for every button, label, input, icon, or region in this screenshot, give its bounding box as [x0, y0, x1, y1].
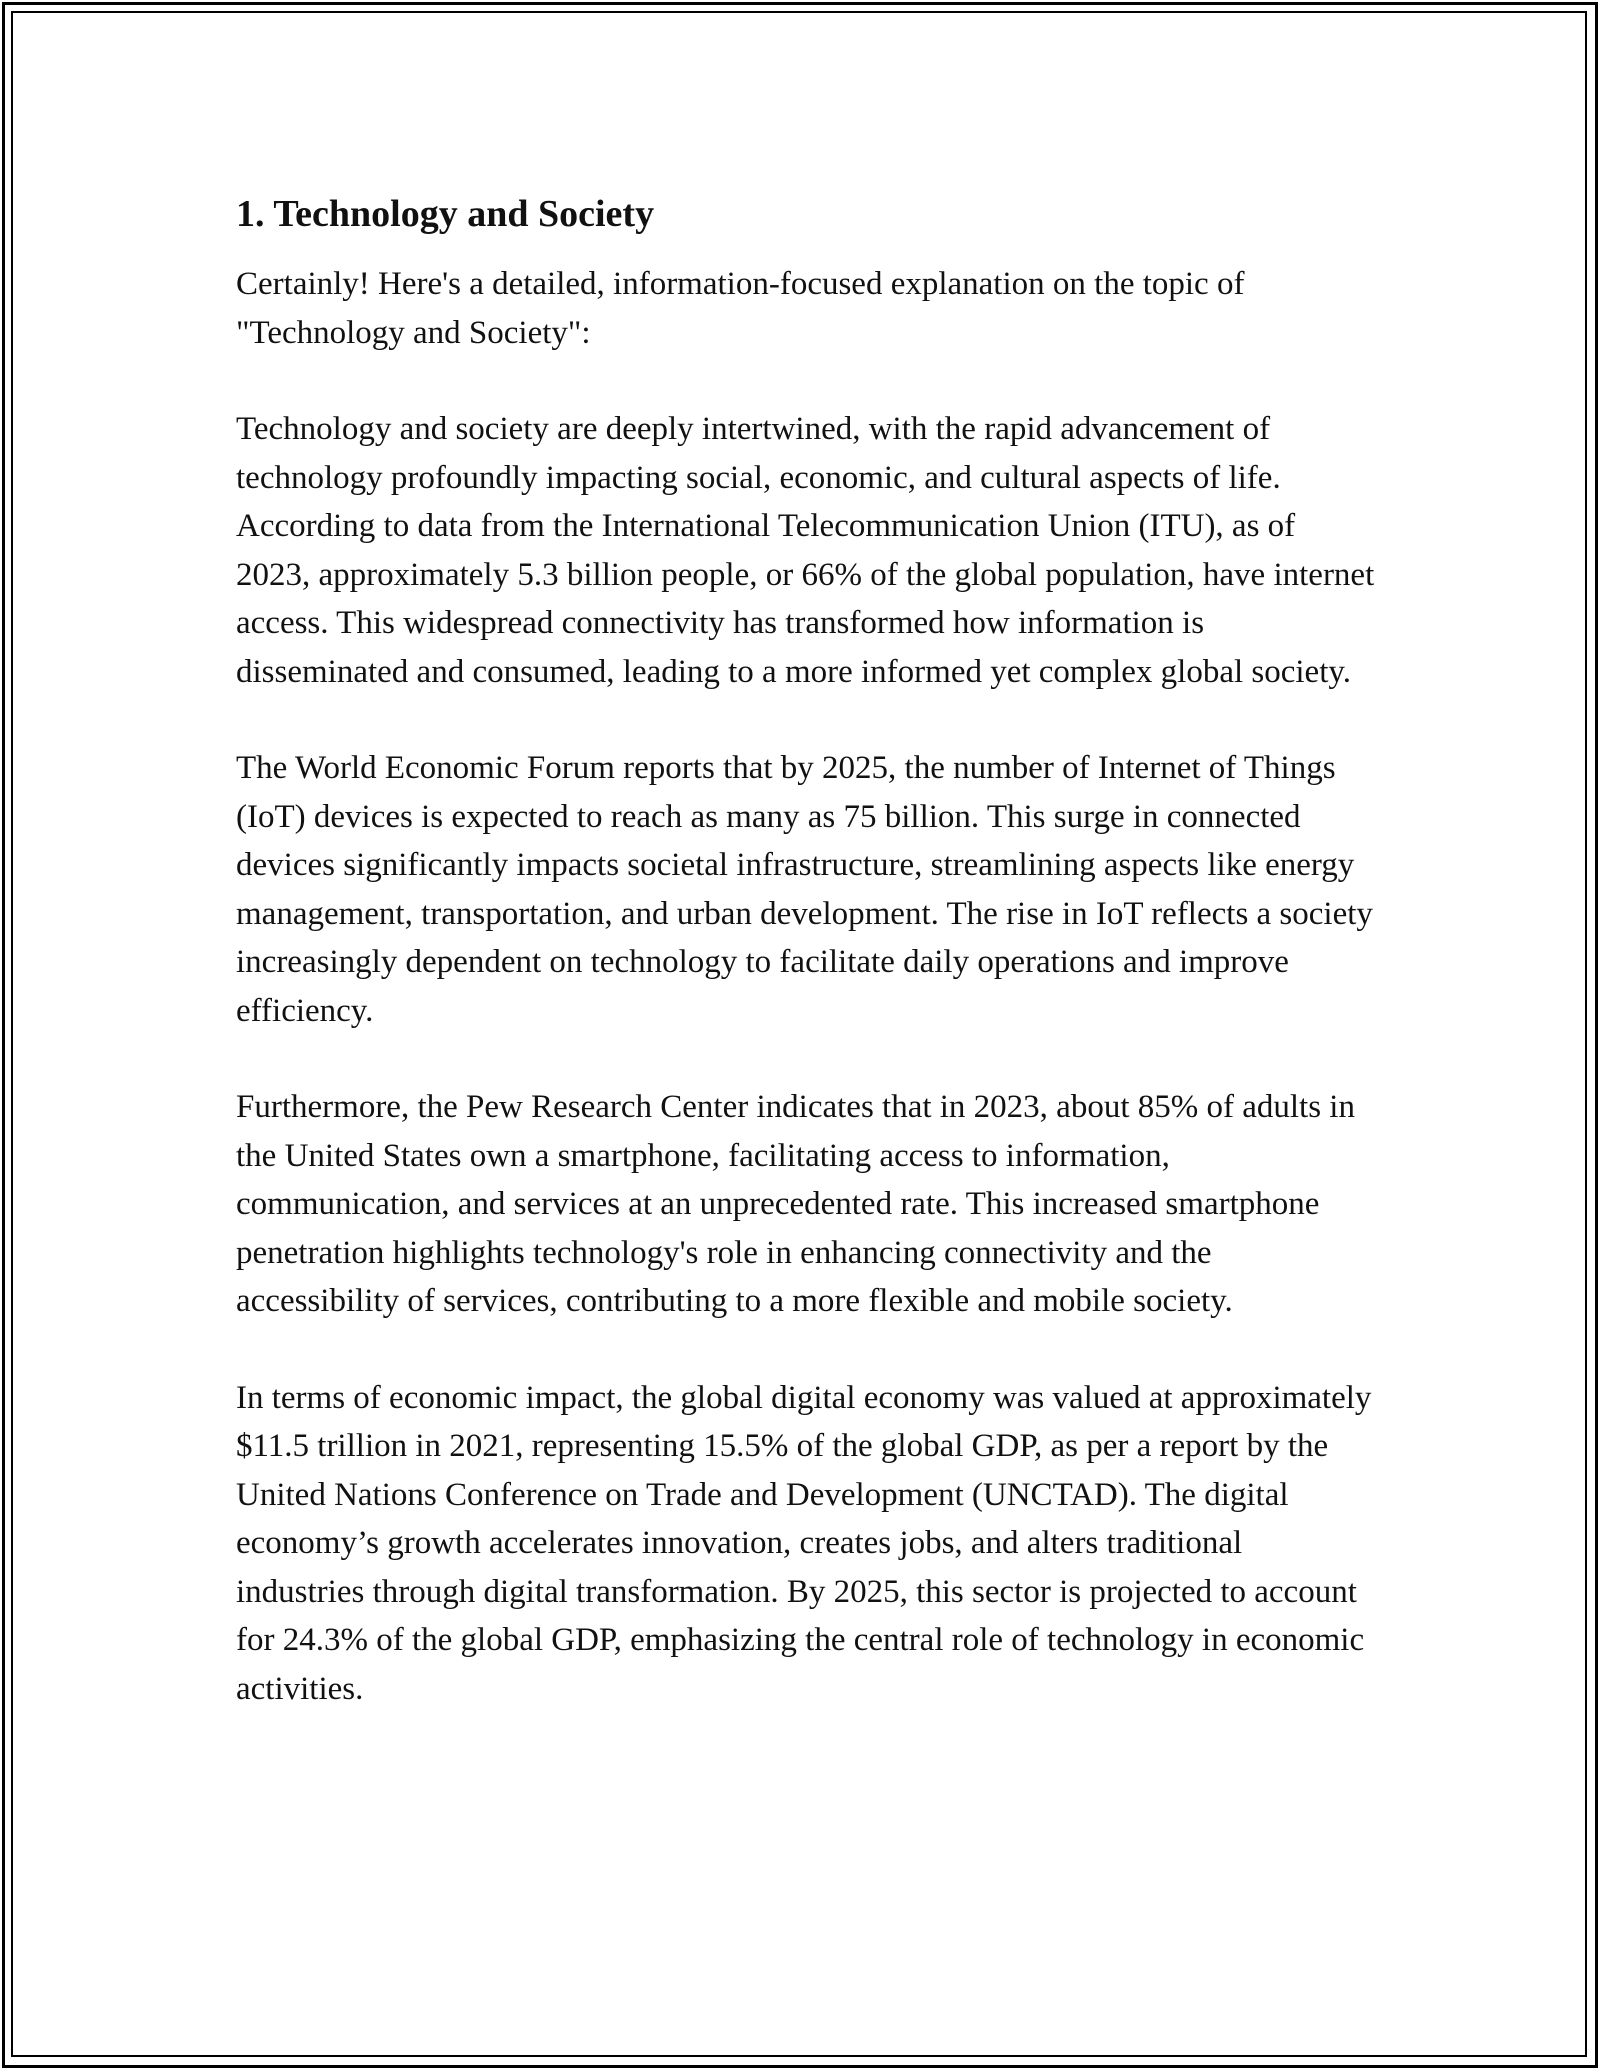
document-title: 1. Technology and Society — [236, 193, 655, 235]
paragraph-digital-economy: In terms of economic impact, the global digital economy was valued at approximately $11.5 trillion in 2021, representing 15.5% of the global GDP, as per a report by the United Nations Conference on Trade and Development (UNCTAD). The digital economy’s growth accelerates innovation, creates jobs, and alters traditional industries through digital transformation. By 2025, this sector is projected to account for 24.3% of the global GDP, emphasizing the central role of technology in economic activities. — [236, 1379, 1372, 1707]
paragraph-smartphones: Furthermore, the Pew Research Center indicates that in 2023, about 85% of adults in the United States own a smartphone, facilitating access to information, communication, and services at an unprecedented rate. This increased smartphone penetration highlights technology's role in enhancing connectivity and the accessibility of services, contributing to a more flexible and mobile society. — [236, 1089, 1355, 1319]
paragraph-internet-access: Technology and society are deeply intertwined, with the rapid advancement of technology profoundly impacting social, economic, and cultural aspects of life. According to data from the International Telecommunication Union (ITU), as of 2023, approximately 5.3 billion people, or 66% of the global population, have internet access. This widespread connectivity has transformed how information is disseminated and consumed, leading to a more informed yet complex global society. — [236, 411, 1375, 690]
paragraph-iot-devices: The World Economic Forum reports that by 2025, the number of Internet of Things (IoT) devices is expected to reach as many as 75 billion. This surge in connected devices significantly impacts societal infrastructure, streamlining aspects like energy management, transportation, and urban development. The rise in IoT reflects a society increasingly dependent on technology to facilitate daily operations and improve efficiency. — [236, 750, 1373, 1029]
document-body — [236, 180, 1376, 1761]
paragraph-intro: Certainly! Here's a detailed, information-focused explanation on the topic of "Technology and Society": — [236, 266, 1245, 351]
